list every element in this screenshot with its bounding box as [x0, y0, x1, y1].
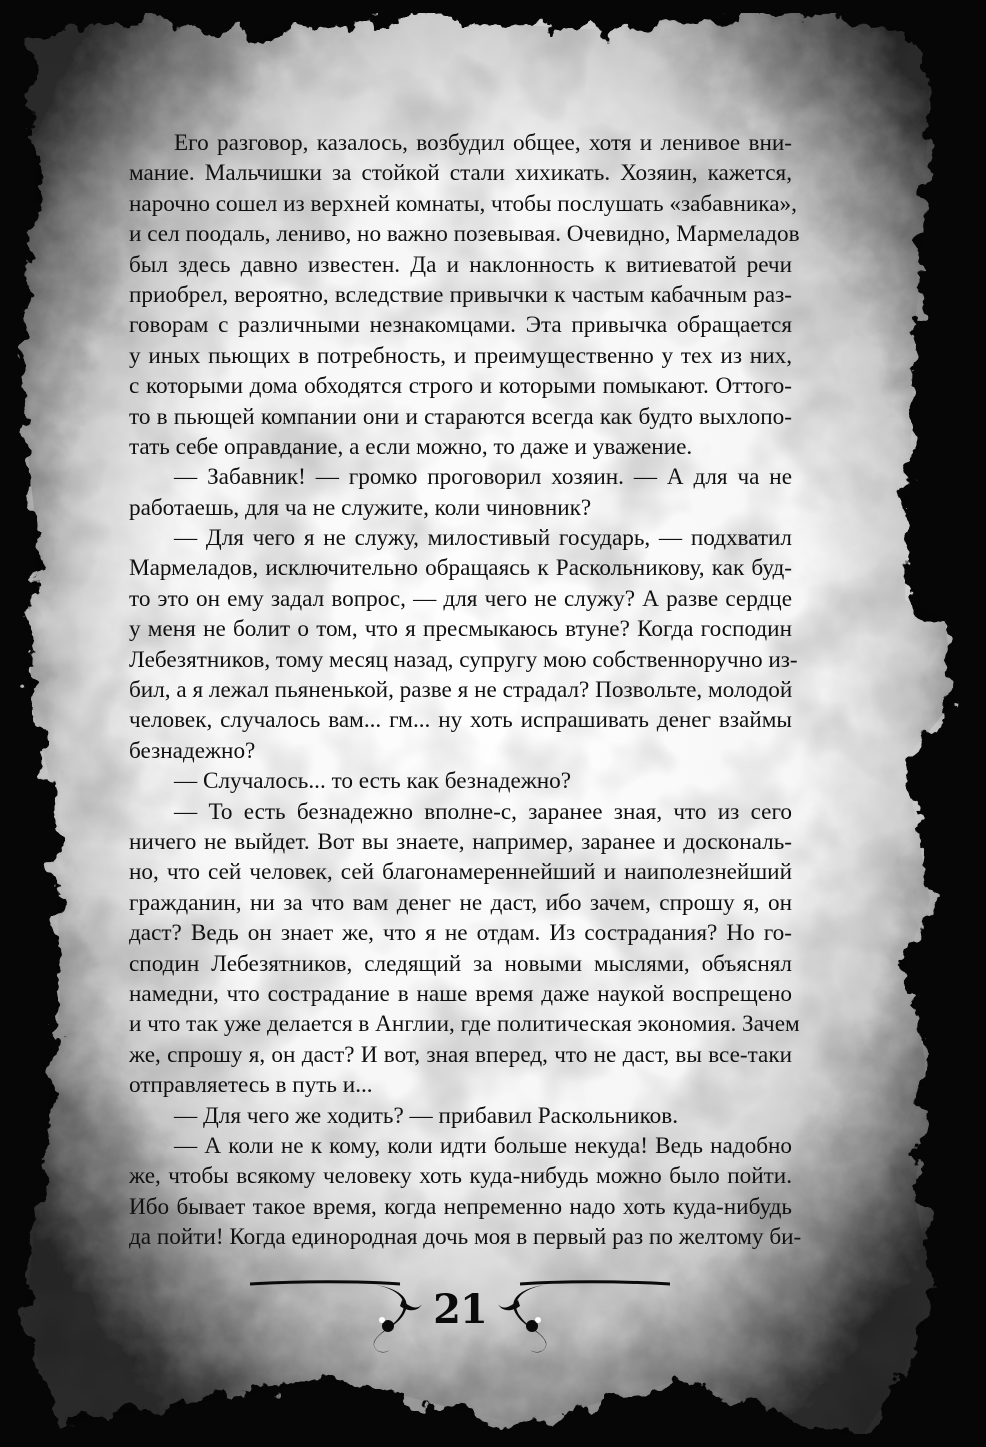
text-line: да пойти! Когда единородная дочь моя в первый раз по желтому би-: [129, 1224, 802, 1251]
text-line: намедни, что сострадание в наше время даже наукой воспрещено: [129, 980, 792, 1007]
text-line: и сел поодаль, лениво, но важно позевывая. Очевидно, Мармеладов: [129, 221, 800, 248]
text-line: — То есть безнадежно вполне-с, заранее зная, что из сего: [174, 798, 792, 825]
text-line: и что так уже делается в Англии, где политическая экономия. Зачем: [129, 1011, 800, 1038]
text-line: Мармеладов, исключительно обращаясь к Раскольникову, как буд-: [129, 555, 792, 582]
text-line: гражданин, ни за что вам денег не даст, ибо зачем, спрошу я, он: [129, 889, 792, 916]
text-line: бил, а я лежал пьяненькой, разве я не страдал? Позвольте, молодой: [129, 677, 793, 704]
text-line: человек, случалось вам... гм... ну хоть испрашивать денег взаймы: [129, 707, 792, 734]
text-line: у меня не болит о том, что я пресмыкаюсь втуне? Когда господин: [129, 616, 792, 643]
left-rule: [250, 1282, 400, 1284]
page-folio: [250, 1280, 670, 1360]
text-line: то это он ему задал вопрос, — для чего не служу? А разве сердце: [129, 585, 792, 612]
text-line: нарочно сошел из верхней комнаты, чтобы послушать «забавника»,: [129, 190, 797, 217]
text-body: [129, 128, 802, 1252]
text-line: приобрел, вероятно, вследствие привычки к частым кабачным раз-: [129, 281, 792, 308]
text-line: с которыми дома обходятся строго и которыми помыкают. Оттого-: [129, 373, 792, 400]
text-line: даст? Ведь он знает же, что я не отдам. Из сострадания? Но го-: [129, 920, 792, 947]
text-line: у иных пьющих в потребность, и преимущественно у тех из них,: [129, 342, 792, 369]
text-line: — Для чего я не служу, милостивый государь, — подхватил: [174, 525, 792, 552]
text-line: был здесь давно известен. Да и наклонность к витиеватой речи: [129, 251, 792, 278]
text-line: отправляетесь в путь и...: [129, 1072, 373, 1099]
text-line: — А коли не к кому, коли идти больше некуда! Ведь надобно: [174, 1132, 792, 1159]
page-number: 21: [433, 1286, 487, 1333]
text-line: же, чтобы всякому человеку хоть куда-нибудь можно было пойти.: [129, 1163, 792, 1190]
text-line: — Забавник! — громко проговорил хозяин. — А для ча не: [174, 464, 792, 491]
text-line: мание. Мальчишки за стойкой стали хихикать. Хозяин, кажется,: [129, 160, 792, 187]
text-line: говорам с различными незнакомцами. Эта привычка обращается: [129, 312, 792, 339]
text-line: Ибо бывает такое время, когда непременно надо хоть куда-нибудь: [129, 1193, 792, 1220]
text-line: но, что сей человек, сей благонамереннейший и наиполезнейший: [129, 859, 792, 886]
text-line: ничего не выйдет. Вот вы знаете, например, заранее и доскональ-: [129, 828, 792, 855]
text-line: работаешь, для ча не служите, коли чиновник?: [129, 494, 592, 521]
right-rule: [520, 1282, 670, 1284]
text-line: безнадежно?: [129, 737, 256, 764]
text-line: — Для чего же ходить? — прибавил Раскольников.: [174, 1102, 679, 1129]
text-line: Лебезятников, тому месяц назад, супругу мою собственноручно из-: [129, 646, 798, 673]
text-line: тать себе оправдание, а если можно, то даже и уважение.: [129, 433, 693, 460]
text-line: сподин Лебезятников, следящий за новыми мыслями, объяснял: [129, 950, 792, 977]
text-line: — Случалось... то есть как безнадежно?: [174, 768, 572, 795]
text-line: же, спрошу я, он даст? И вот, зная вперед, что не даст, вы все-таки: [129, 1041, 792, 1068]
text-line: то в пьющей компании они и стараются всегда как будто выхлопо-: [129, 403, 792, 430]
text-line: Его разговор, казалось, возбудил общее, хотя и ленивое вни-: [174, 130, 792, 156]
